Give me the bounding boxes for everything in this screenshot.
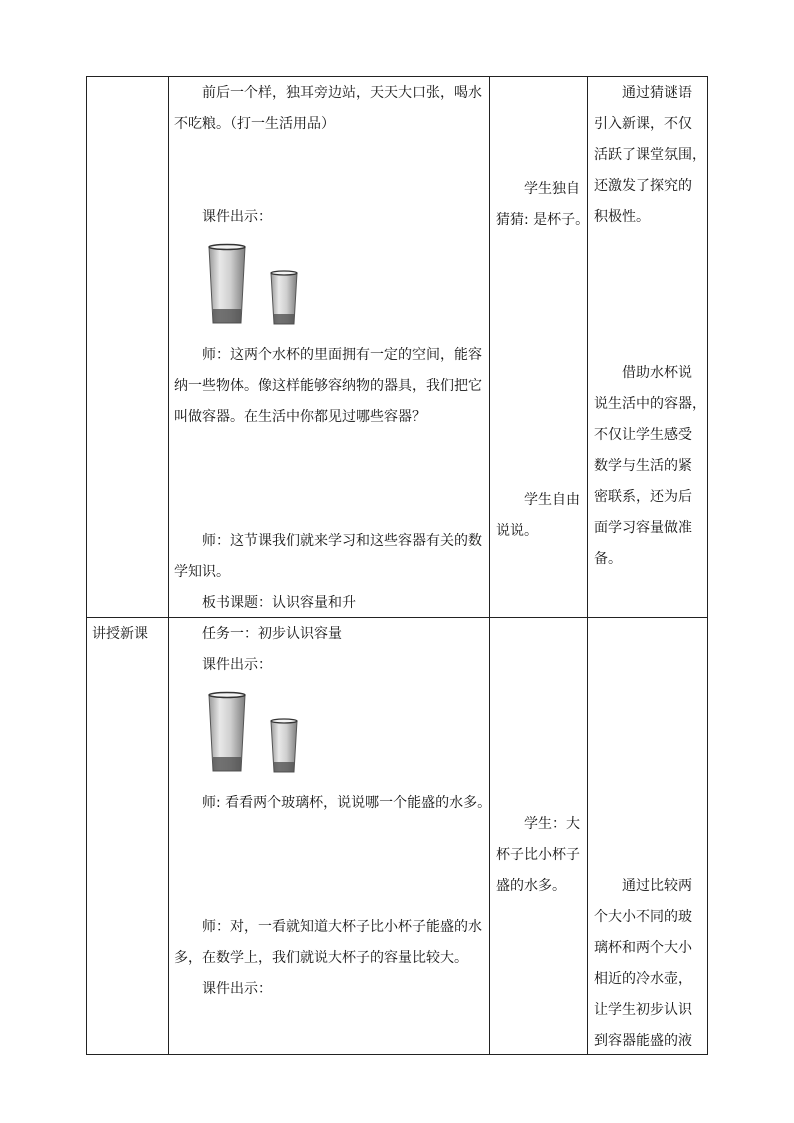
drinking-glass-small-icon	[270, 718, 298, 775]
intent-a-line-4: 还激发了探究的	[594, 178, 692, 194]
drinking-glass-small-icon	[270, 270, 298, 327]
column-divider-2	[489, 76, 490, 1055]
table-right-border	[707, 76, 708, 1055]
intent-a-line-3: 活跃了课堂氛围，	[594, 147, 706, 163]
student-response-a-line-1: 学生独自	[524, 181, 580, 197]
teacher-speech-2-line-1: 师：这节课我们就来学习和这些容器有关的数	[202, 533, 482, 549]
student-response-c-line-1: 学生：大	[524, 816, 580, 832]
intent-a-line-2: 引入新课，不仅	[594, 116, 692, 132]
intent-b-line-2: 说生活中的容器，	[594, 396, 706, 412]
teacher-speech-4-line-2: 多，在数学上，我们就说大杯子的容量比较大。	[174, 950, 468, 966]
board-title: 板书课题：认识容量和升	[202, 595, 356, 611]
intent-b-line-5: 密联系，还为后	[594, 489, 692, 505]
intent-c-line-3: 璃杯和两个大小	[594, 940, 692, 956]
table-left-border	[86, 76, 87, 1055]
intent-c-line-5: 让学生初步认识	[594, 1002, 692, 1018]
teacher-speech-3: 师: 看看两个玻璃杯，说说哪一个能盛的水多。	[202, 795, 492, 811]
riddle-line-1: 前后一个样，独耳旁边站，天天大口张，喝水	[202, 85, 482, 101]
student-response-c-line-2: 杯子比小杯子	[496, 847, 580, 863]
row-divider	[86, 617, 708, 618]
table-top-border	[86, 76, 708, 77]
intent-b-line-4: 数学与生活的紧	[594, 458, 692, 474]
task-1-title: 任务一：初步认识容量	[202, 626, 342, 642]
intent-a-line-5: 积极性。	[594, 209, 650, 225]
teacher-speech-1-line-3: 叫做容器。在生活中你都见过哪些容器？	[174, 409, 426, 425]
intent-b-line-1: 借助水杯说	[622, 365, 692, 381]
drinking-glass-large-icon	[207, 243, 247, 327]
courseware-label-2: 课件出示：	[202, 657, 272, 673]
student-response-b-line-1: 学生自由	[524, 492, 580, 508]
courseware-label: 课件出示：	[202, 209, 272, 225]
student-response-b-line-2: 说说。	[496, 523, 538, 539]
intent-c-line-6: 到容器能盛的液	[594, 1033, 692, 1049]
courseware-label-3: 课件出示：	[202, 981, 272, 997]
stage-label-new-lesson: 讲授新课	[92, 626, 148, 642]
teacher-speech-1-line-1: 师：这两个水杯的里面拥有一定的空间，能容	[202, 347, 482, 363]
teacher-speech-4-line-1: 师：对，一看就知道大杯子比小杯子能盛的水	[202, 919, 482, 935]
intent-c-line-1: 通过比较两	[622, 878, 692, 894]
intent-c-line-2: 个大小不同的玻	[594, 909, 692, 925]
riddle-line-2: 不吃粮。（打一生活用品）	[174, 116, 335, 132]
student-response-c-line-3: 盛的水多。	[496, 878, 566, 894]
student-response-a-line-2: 猜猜: 是杯子。	[496, 212, 590, 228]
intent-b-line-6: 面学习容量做准	[594, 520, 692, 536]
column-divider-1	[168, 76, 169, 1055]
teacher-speech-1-line-2: 纳一些物体。像这样能够容纳物的器具，我们把它	[174, 378, 482, 394]
intent-a-line-1: 通过猜谜语	[622, 85, 692, 101]
drinking-glass-large-icon	[207, 691, 247, 775]
intent-b-line-3: 不仅让学生感受	[594, 427, 692, 443]
teacher-speech-2-line-2: 学知识。	[174, 564, 230, 580]
intent-b-line-7: 备。	[594, 551, 622, 567]
intent-c-line-4: 相近的冷水壶，	[594, 971, 692, 987]
